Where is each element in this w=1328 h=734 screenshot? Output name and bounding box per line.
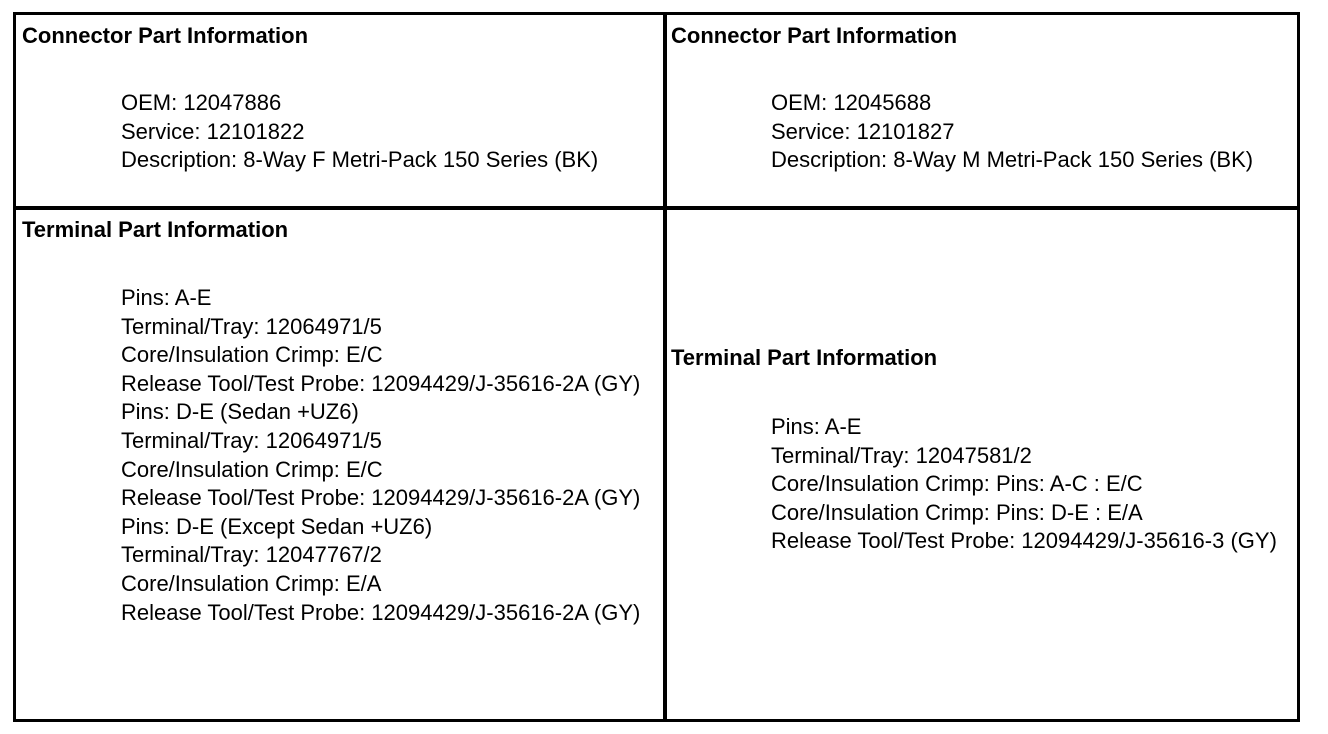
release-tool-2: Release Tool/Test Probe: 12094429/J-35616-2A (GY) xyxy=(121,485,641,511)
terminal-tray-right: Terminal/Tray: 12047581/2 xyxy=(771,442,1032,468)
crimp-1: Core/Insulation Crimp: E/C xyxy=(121,342,383,368)
crimp-2: Core/Insulation Crimp: E/C xyxy=(121,456,383,482)
pins-d-e-sedan: Pins: D-E (Sedan +UZ6) xyxy=(121,399,359,425)
release-tool-1: Release Tool/Test Probe: 12094429/J-35616-2A (GY) xyxy=(121,370,641,396)
oem-number-right: OEM: 12045688 xyxy=(771,90,932,115)
pins-d-e-except-sedan: Pins: D-E (Except Sedan +UZ6) xyxy=(121,513,433,539)
connector-heading-left: Connector Part Information xyxy=(22,23,309,48)
release-tool-3: Release Tool/Test Probe: 12094429/J-35616-2A (GY) xyxy=(121,599,641,625)
connector-details-left xyxy=(121,89,641,175)
terminal-tray-2: Terminal/Tray: 12064971/5 xyxy=(121,427,382,453)
service-number-right: Service: 12101827 xyxy=(771,118,955,144)
terminal-details-right xyxy=(771,413,1295,556)
crimp-d-e-right: Core/Insulation Crimp: Pins: D-E : E/A xyxy=(771,499,1143,525)
crimp-a-c-right: Core/Insulation Crimp: Pins: A-C : E/C xyxy=(771,471,1143,497)
connector-info-cell-left xyxy=(16,15,663,206)
oem-number-left: OEM: 12047886 xyxy=(121,90,282,115)
connector-details-right xyxy=(771,89,1291,175)
terminal-tray-1: Terminal/Tray: 12064971/5 xyxy=(121,313,382,339)
pins-a-e-left: Pins: A-E xyxy=(121,285,212,310)
pins-a-e-right: Pins: A-E xyxy=(771,414,862,439)
terminal-heading-right: Terminal Part Information xyxy=(671,345,938,370)
terminal-info-cell-left xyxy=(16,210,663,719)
terminal-details-left xyxy=(121,284,646,627)
crimp-3: Core/Insulation Crimp: E/A xyxy=(121,570,382,596)
terminal-heading-left: Terminal Part Information xyxy=(22,217,289,242)
description-left: Description: 8-Way F Metri-Pack 150 Series (BK) xyxy=(121,147,599,173)
description-right: Description: 8-Way M Metri-Pack 150 Series (BK) xyxy=(771,147,1254,173)
connector-info-table xyxy=(13,12,1300,722)
terminal-info-cell-right xyxy=(667,210,1297,719)
connector-info-cell-right xyxy=(667,15,1297,206)
terminal-tray-3: Terminal/Tray: 12047767/2 xyxy=(121,542,382,568)
connector-heading-right: Connector Part Information xyxy=(671,23,958,48)
service-number-left: Service: 12101822 xyxy=(121,118,305,144)
release-tool-right: Release Tool/Test Probe: 12094429/J-35616-3 (GY) xyxy=(771,528,1277,554)
